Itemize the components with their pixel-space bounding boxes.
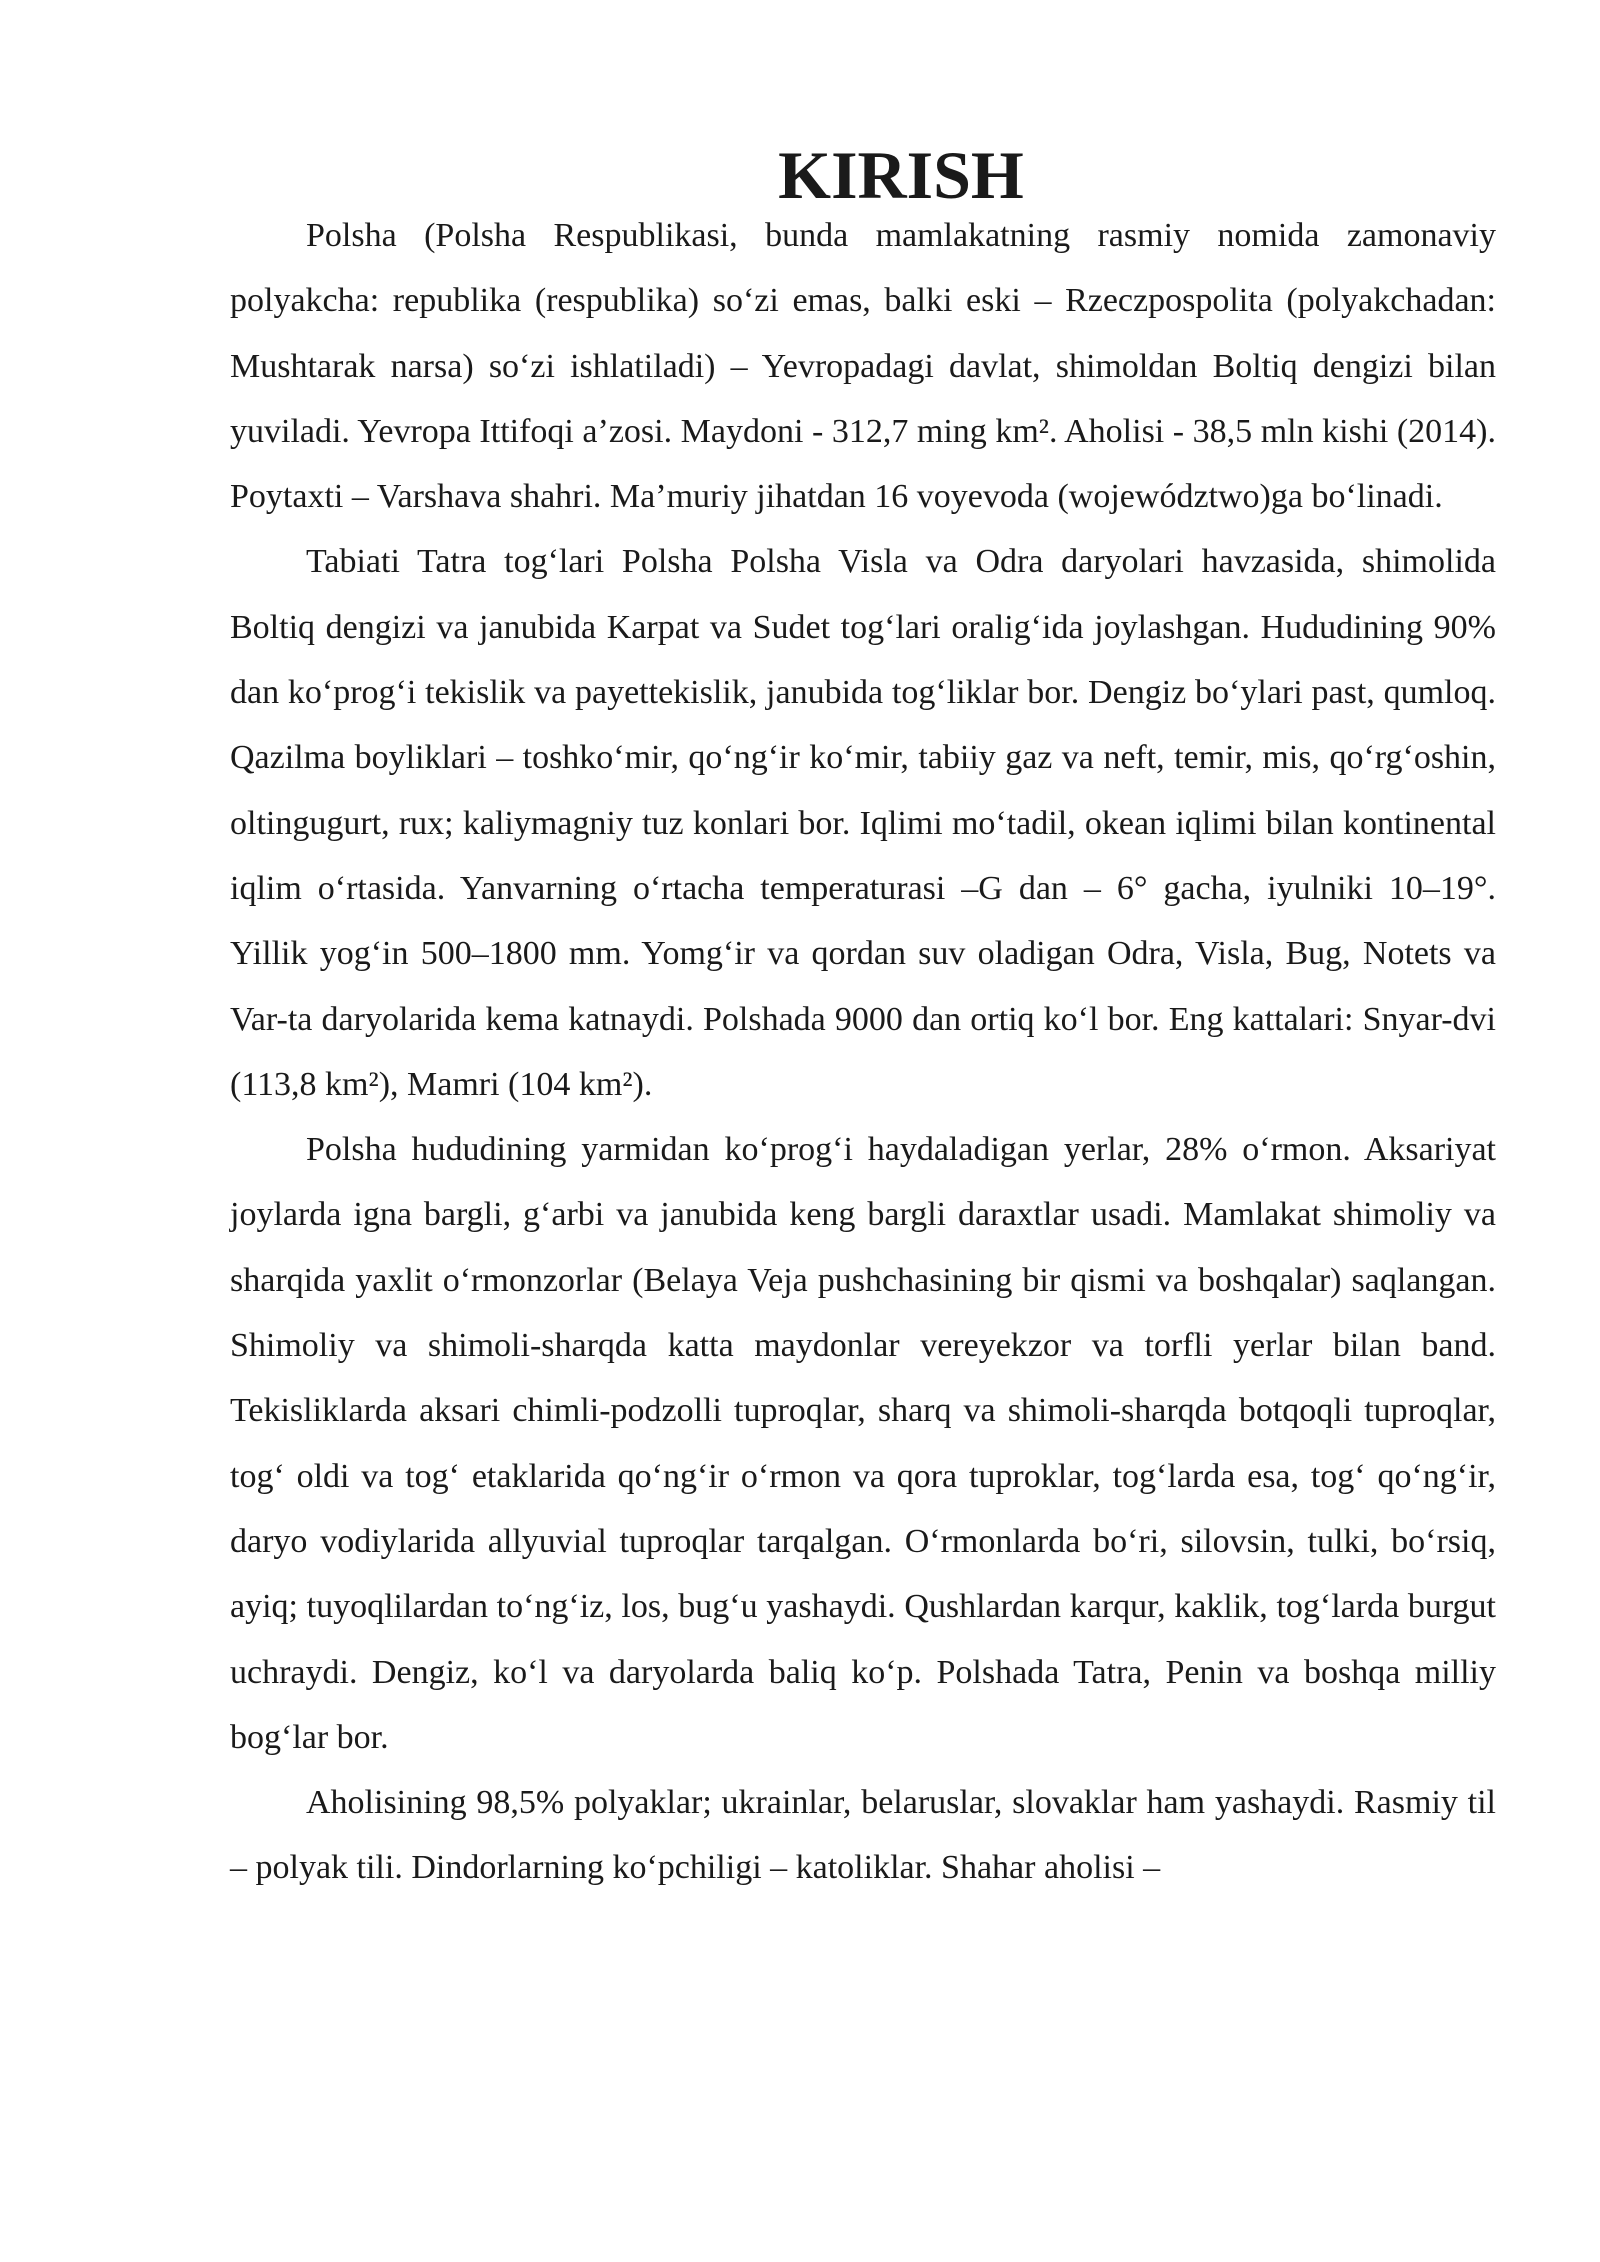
paragraph-land-fauna: Polsha hududining yarmidan ko‘prog‘i haydaladigan yerlar, 28% o‘rmon. Aksariyat joylarda igna bargli, g‘arbi va janubida keng bargli daraxtlar usadi. Mamlakat shimoliy va sharqida yaxlit o‘rmonzorlar (Belaya Veja pushchasining bir qismi va boshqalar) saqlangan. Shimoliy va shimoli-sharqda katta maydonlar vereyekzor va torfli yerlar bilan band. Tekisliklarda aksari chimli-podzolli tuproqlar, sharq va shimoli-sharqda botqoqli tuproqlar, tog‘ oldi va tog‘ etaklarida qo‘ng‘ir o‘rmon va qora tuproklar, tog‘larda esa, tog‘ qo‘ng‘ir, daryo vodiylarida allyuvial tuproqlar tarqalgan. O‘rmonlarda bo‘ri, silovsin, tulki, bo‘rsiq, ayiq; tuyoqlilardan to‘ng‘iz, los, bug‘u yashaydi. Qushlardan karqur, kaklik, tog‘larda burgut uchraydi. Dengiz, ko‘l va daryolarda baliq ko‘p. Polshada Tatra, Penin va boshqa milliy bog‘lar bor.: [230, 1131, 1496, 1756]
paragraph-nature: Tabiati Tatra tog‘lari Polsha Polsha Visla va Odra daryolari havzasida, shimolida Boltiq dengizi va janubida Karpat va Sudet tog‘lari oralig‘ida joylashgan. Hududining 90% dan ko‘prog‘i tekislik va payettekislik, janubida tog‘liklar bor. Dengiz bo‘ylari past, qumloq. Qazilma boyliklari – toshko‘mir, qo‘ng‘ir ko‘mir, tabiiy gaz va neft, temir, mis, qo‘rg‘oshin, oltingugurt, rux; kaliymagniy tuz konlari bor. Iqlimi mo‘tadil, okean iqlimi bilan kontinental iqlim o‘rtasida. Yanvarning o‘rtacha temperaturasi –G dan – 6° gacha, iyulniki 10–19°. Yillik yog‘in 500–1800 mm. Yomg‘ir va qordan suv oladigan Odra, Visla, Bug, Notets va Var-ta daryolarida kema katnaydi. Polshada 9000 dan ortiq ko‘l bor. Eng kattalari: Snyar-dvi (113,8 km²), Mamri (104 km²).: [230, 543, 1496, 1103]
document-body: [230, 137, 1496, 1901]
page-title: KIRISH: [778, 137, 1024, 213]
paragraph-intro: Polsha (Polsha Respublikasi, bunda mamlakatning rasmiy nomida zamonaviy polyakcha: republika (respublika) so‘zi emas, balki eski – Rzeczpospolita (polyakchadan: Mushtarak narsa) so‘zi ishlatiladi) – Yevropadagi davlat, shimoldan Boltiq dengizi bilan yuviladi. Yevropa Ittifoqi a’zosi. Maydoni - 312,7 ming km². Aholisi - 38,5 mln kishi (2014). Poytaxti – Varshava shahri. Ma’muriy jihatdan 16 voyevoda (województwo)ga bo‘linadi.: [230, 217, 1496, 516]
paragraph-population: Aholisining 98,5% polyaklar; ukrainlar, belaruslar, slovaklar ham yashaydi. Rasmiy til – polyak tili. Dindorlarning ko‘pchiligi – katoliklar. Shahar aholisi –: [230, 1784, 1496, 1887]
